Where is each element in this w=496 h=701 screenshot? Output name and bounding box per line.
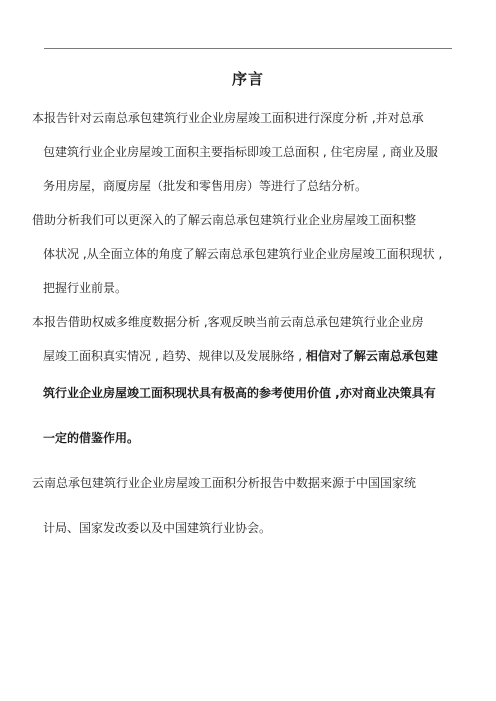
paragraph-line: 本报告针对云南总承包建筑行业企业房屋竣工面积进行深度分析 ,并对总承 — [32, 111, 424, 125]
header-rule — [44, 48, 452, 49]
emphasis-text: 一定的借鉴作用。 — [43, 431, 140, 445]
paragraph-line: 本报告借助权威多维度数据分析 ,客观反映当前云南总承包建筑行业企业房 — [32, 315, 424, 329]
paragraph-line: 把握行业前景。 — [43, 281, 128, 295]
paragraph-line — [32, 346, 464, 366]
paragraph-line: 体状况 ,从全面立体的角度了解云南总承包建筑行业企业房屋竣工面积现状 , — [43, 247, 443, 261]
paragraph-2 — [32, 210, 464, 298]
paragraph-3 — [32, 312, 464, 448]
paragraph-line — [32, 383, 464, 403]
paragraph-line: 借助分析我们可以更深入的了解云南总承包建筑行业企业房屋竣工面积整 — [32, 213, 417, 227]
paragraph-4 — [32, 473, 464, 538]
paragraph-line: 计局、国家发改委以及中国建筑行业协会。 — [43, 521, 272, 535]
paragraph-line: 务用房屋，商厦房屋（批发和零售用房）等进行了总结分析。 — [43, 179, 368, 193]
paragraph-line — [32, 428, 464, 448]
document-body — [32, 108, 464, 538]
emphasis-text: 筑行业企业房屋竣工面积现状具有极高的参考使用价值 ,亦对商业决策具有 — [43, 386, 436, 400]
emphasis-text: 相信对了解云南总承包建 — [305, 349, 438, 363]
paragraph-line: 云南总承包建筑行业企业房屋竣工面积分析报告中数据来源于中国国家统 — [32, 476, 417, 490]
paragraph-line: 包建筑行业企业房屋竣工面积主要指标即竣工总面积 , 住宅房屋 , 商业及服 — [43, 145, 438, 159]
page-title: 序言 — [231, 70, 264, 88]
paragraph-text: 屋竣工面积真实情况 , 趋势、规律以及发展脉络 , — [43, 349, 306, 363]
paragraph-1 — [32, 108, 464, 196]
